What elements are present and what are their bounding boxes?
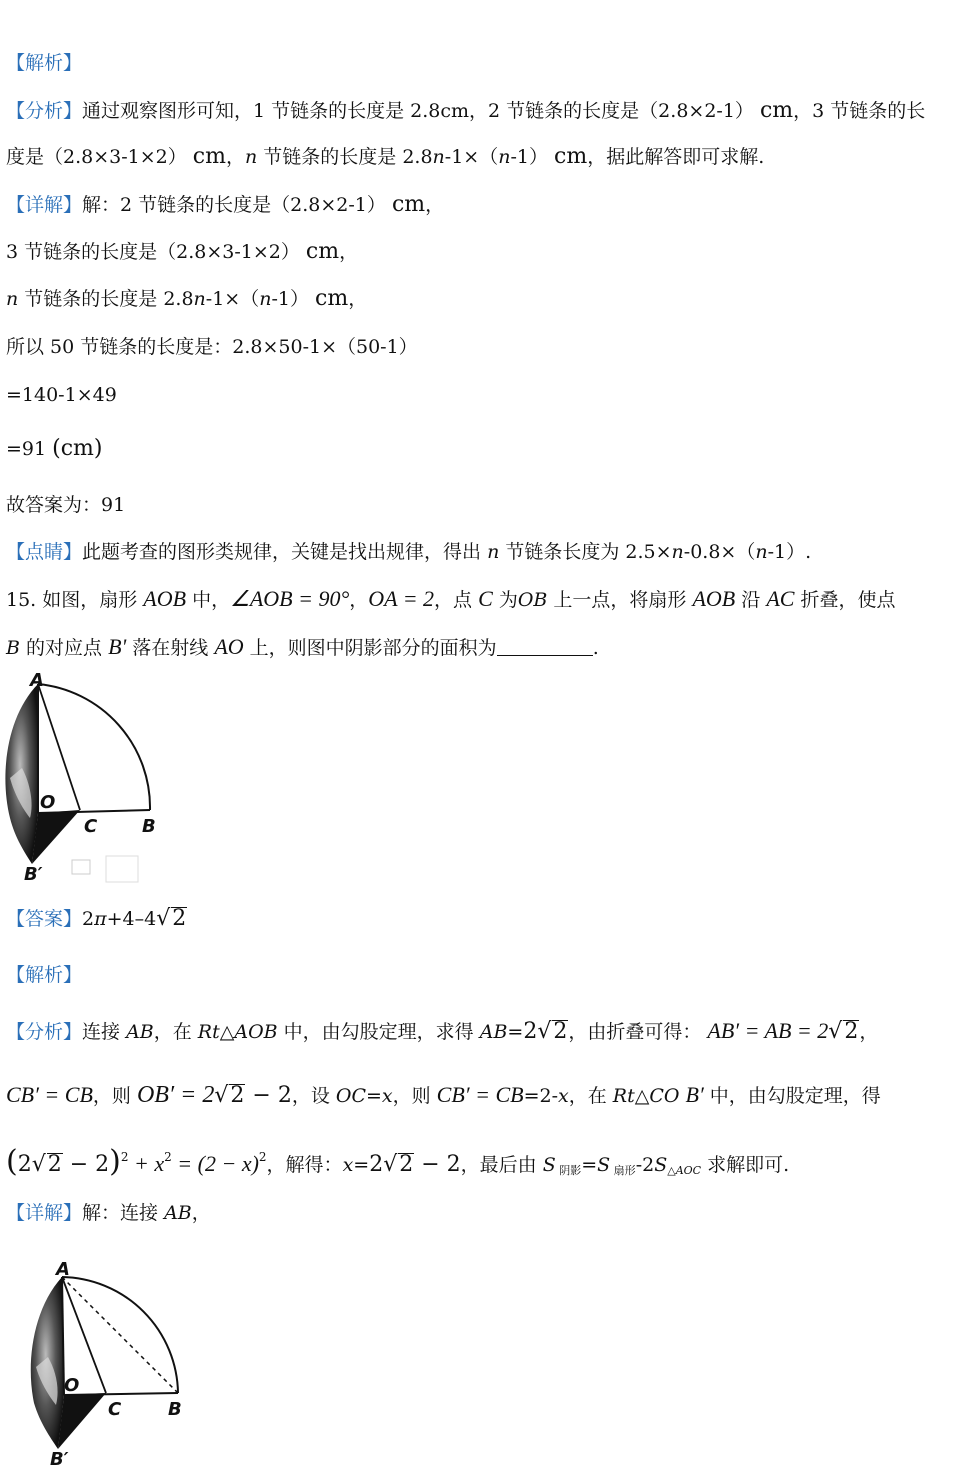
analysis2-line-3: $(2√2 - 2)^2 + x^2 = (2 - x)^2$，解得：x=2√2 − 2，最后由 S $_{阴影}$=S $_{扇形}-2S_{\triangle AOC}$ 求解即可. — [6, 1144, 790, 1179]
shaded-triangle — [58, 1393, 106, 1449]
label-b-prime: B′ — [24, 864, 43, 885]
answer-blank — [497, 637, 593, 656]
comment-line: 【点睛】此题考查的图形类规律，关键是找出规律，得出 n 节链条长度为 2.5×n-0.8×（n-1）. — [6, 541, 812, 563]
shaded-triangle — [32, 810, 80, 864]
detail-line-2: 3 节链条的长度是（2.8×3-1×2） cm， — [6, 239, 359, 264]
analysis-line-1: 【分析】通过观察图形可知，1 节链条的长度是 2.8cm，2 节链条的长度是（2.8×2-1） cm，3 节链条的长 — [6, 98, 926, 123]
detail-line-6: =91 (cm) — [6, 436, 103, 461]
analysis2-line-2: CB′ = CB，则 OB′ = 2√2 − 2，设 OC=x，则 CB′ = CB=2-x，在 Rt△CO B′ 中，由勾股定理，得 — [6, 1082, 881, 1108]
analysis-heading-2: 【解析】 — [6, 964, 83, 986]
analysis-line-2: 度是（2.8×3-1×2） cm，n 节链条的长度是 2.8n-1×（n-1） cm，据此解答即可求解. — [6, 144, 765, 169]
label-a: A — [56, 1259, 70, 1280]
detail-line-7: 故答案为：91 — [6, 494, 126, 516]
question-15-line-1: 15. 如图，扇形 AOB 中，∠AOB = 90°，OA = 2，点 C 为OB 上一点，将扇形 AOB 沿 AC 折叠，使点 — [6, 586, 896, 611]
analysis-heading-1: 【解析】 — [6, 52, 83, 74]
label-b: B — [142, 816, 156, 837]
analysis2-line-1: 【分析】连接 AB，在 Rt△AOB 中，由勾股定理，求得 AB=2√2，由折叠可得： AB′ = AB = 2√2， — [6, 1018, 879, 1044]
label-c: C — [108, 1399, 122, 1420]
detail-line-1: 【详解】解：2 节链条的长度是（2.8×2-1） cm， — [6, 192, 445, 217]
detail-line-5: =140-1×49 — [6, 384, 117, 406]
label-b-prime: B′ — [50, 1449, 69, 1470]
label-o: O — [64, 1375, 80, 1396]
label-c: C — [84, 816, 98, 837]
question-15-line-2: B 的对应点 B' 落在射线 AO 上，则图中阴影部分的面积为 . — [6, 634, 599, 659]
label-o: O — [40, 792, 56, 813]
detail-line-3: n 节链条的长度是 2.8n-1×（n-1） cm， — [6, 286, 368, 311]
segment-ob — [64, 1393, 178, 1395]
figure-fold-sector-2 — [20, 1255, 195, 1470]
label-b: B — [168, 1399, 182, 1420]
answer-line: 【答案】2π+4–4√2 — [6, 906, 187, 931]
detail-line-4: 所以 50 节链条的长度是：2.8×50-1×（50-1） — [6, 336, 418, 358]
label-a: A — [30, 670, 44, 691]
figure-fold-sector-1 — [0, 668, 175, 888]
detail2-line-1: 【详解】解：连接 AB， — [6, 1202, 211, 1224]
